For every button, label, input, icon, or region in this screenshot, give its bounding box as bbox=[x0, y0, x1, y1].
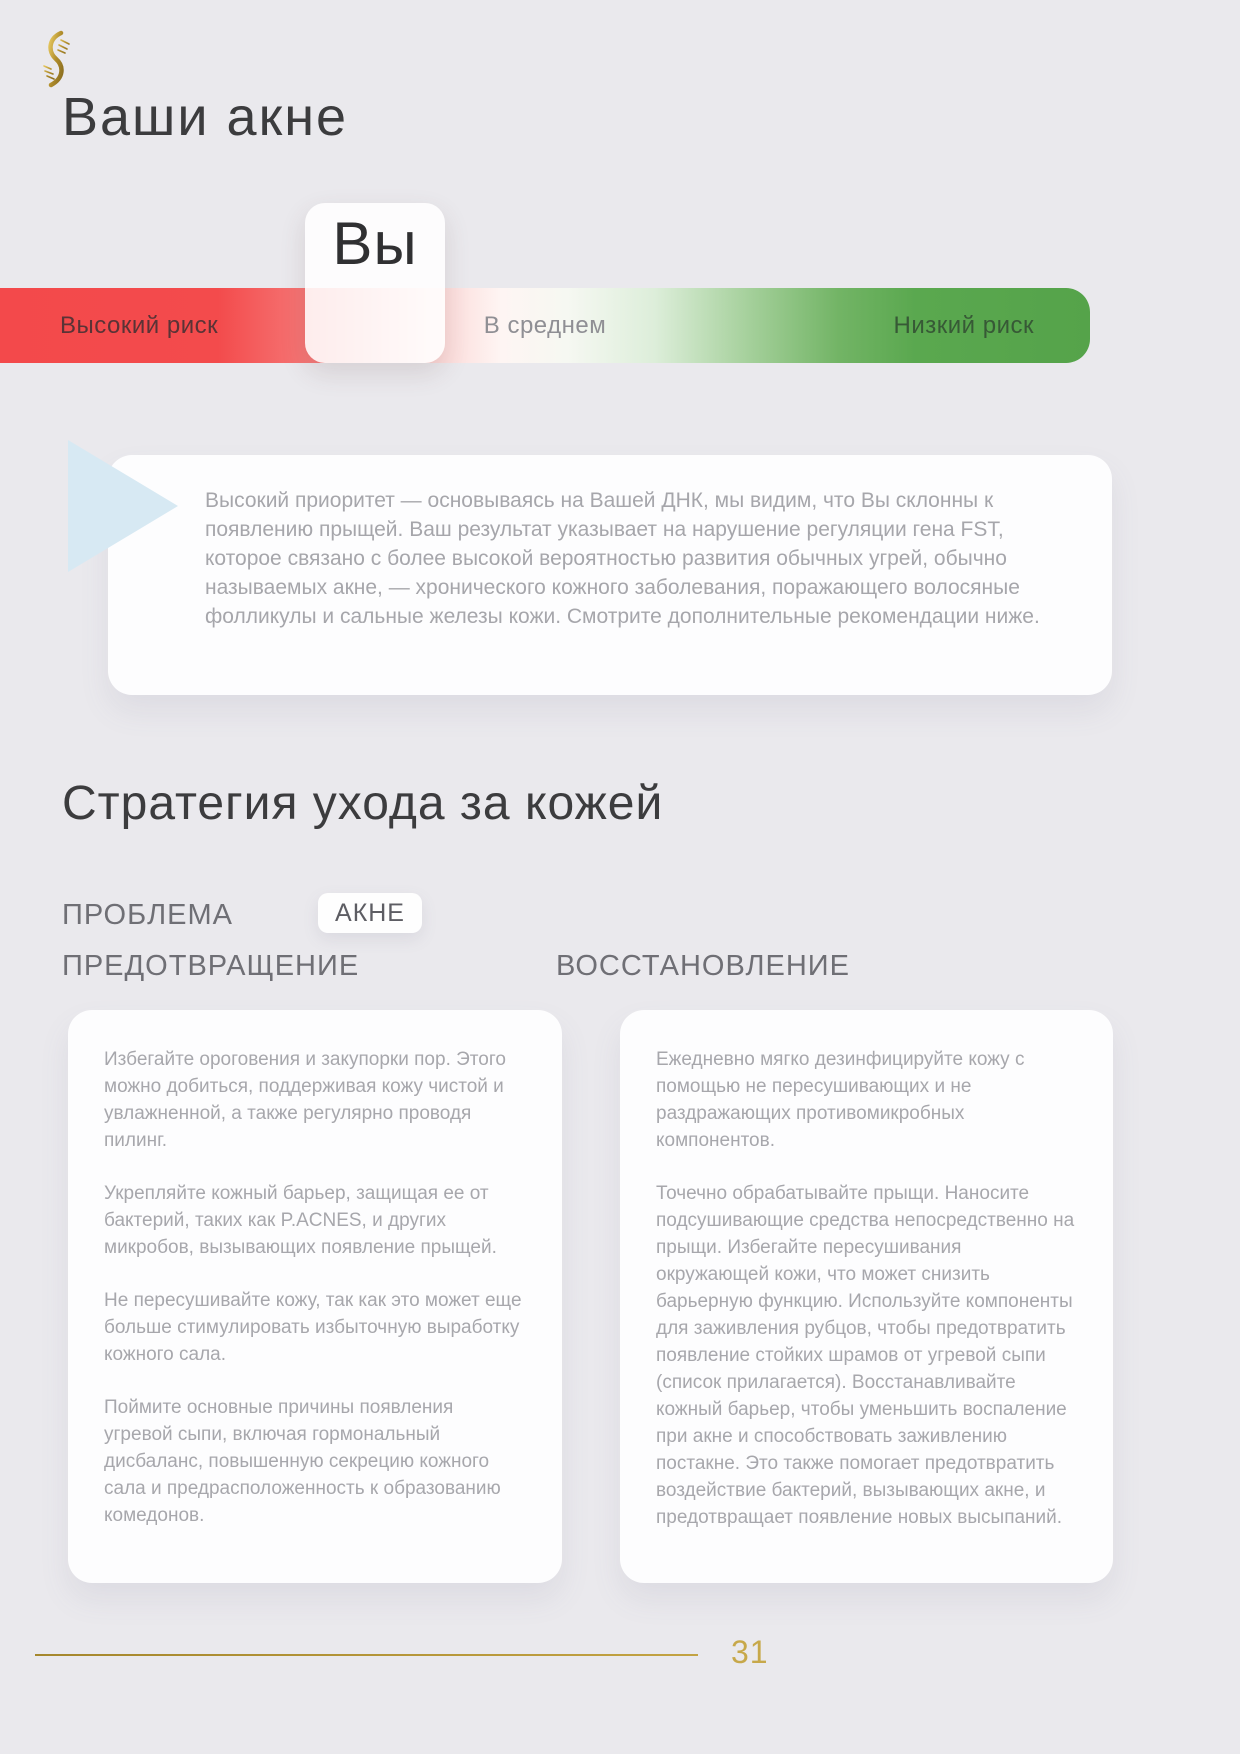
risk-marker-label: Вы bbox=[332, 210, 418, 277]
risk-label-medium: В среднем bbox=[483, 311, 607, 339]
page-number: 31 bbox=[731, 1634, 769, 1670]
triangle-pointer-icon bbox=[68, 440, 178, 572]
risk-marker-you bbox=[305, 203, 445, 363]
footer-divider-line bbox=[35, 1654, 698, 1656]
prevention-card bbox=[68, 1010, 562, 1583]
restoration-paragraph: Ежедневно мягко дезинфицируйте кожу с помощью не пересушивающих и не раздражающих противомикробных компонентов. bbox=[656, 1049, 1025, 1151]
problem-value-text: АКНЕ bbox=[335, 898, 405, 927]
risk-label-high: Высокий риск bbox=[60, 311, 219, 339]
risk-gradient-bar bbox=[0, 288, 1090, 363]
column-heading-restoration: ВОССТАНОВЛЕНИЕ bbox=[556, 950, 850, 982]
problem-label: ПРОБЛЕМА bbox=[62, 899, 234, 931]
problem-value-badge bbox=[318, 893, 422, 933]
restoration-paragraph: Точечно обрабатывайте прыщи. Наносите подсушивающие средства непосредственно на прыщи. Избегайте пересушивания окружающей кожи, что может снизить барьерную функцию. Используйте компоненты для заживления рубцов, чтобы предотвратить появление стойких шрамов от угревой сыпи (список прилагается). Восстанавливайте кожный барьер, чтобы уменьшить воспаление при акне и способствовать заживлению постакне. Это также помогает предотвратить воздействие бактерий, вызывающих акне, и предотвращает появление новых высыпаний. bbox=[656, 1183, 1075, 1528]
dna-logo-icon bbox=[40, 30, 72, 88]
restoration-card bbox=[620, 1010, 1113, 1583]
prevention-paragraph: Избегайте ороговения и закупорки пор. Этого можно добиться, поддерживая кожу чистой и увлажненной, а также регулярно проводя пилинг. bbox=[104, 1049, 506, 1151]
column-heading-prevention: ПРЕДОТВРАЩЕНИЕ bbox=[62, 950, 360, 982]
risk-label-low: Низкий риск bbox=[893, 311, 1034, 339]
priority-note-text: Высокий приоритет — основываясь на Вашей ДНК, мы видим, что Вы склонны к появлению прыщей. Ваш результат указывает на нарушение регуляции гена FST, которое связано с более высокой вероятностью развития обычных угрей, обычно называемых акне, — хронического кожного заболевания, поражающего волосяные фолликулы и сальные железы кожи. Смотрите дополнительные рекомендации ниже. bbox=[205, 489, 1040, 628]
page-title: Ваши акне bbox=[62, 87, 349, 147]
prevention-paragraph: Поймите основные причины появления угревой сыпи, включая гормональный дисбаланс, повышенную секрецию кожного сала и предрасположенность к образованию комедонов. bbox=[104, 1397, 501, 1526]
prevention-paragraph: Укрепляйте кожный барьер, защищая ее от бактерий, таких как P.ACNES, и других микробов, вызывающих появление прыщей. bbox=[104, 1183, 497, 1258]
priority-note-card bbox=[108, 455, 1112, 695]
section-title-strategy: Стратегия ухода за кожей bbox=[62, 777, 664, 830]
prevention-paragraph: Не пересушивайте кожу, так как это может еще больше стимулировать избыточную выработку кожного сала. bbox=[104, 1290, 522, 1365]
